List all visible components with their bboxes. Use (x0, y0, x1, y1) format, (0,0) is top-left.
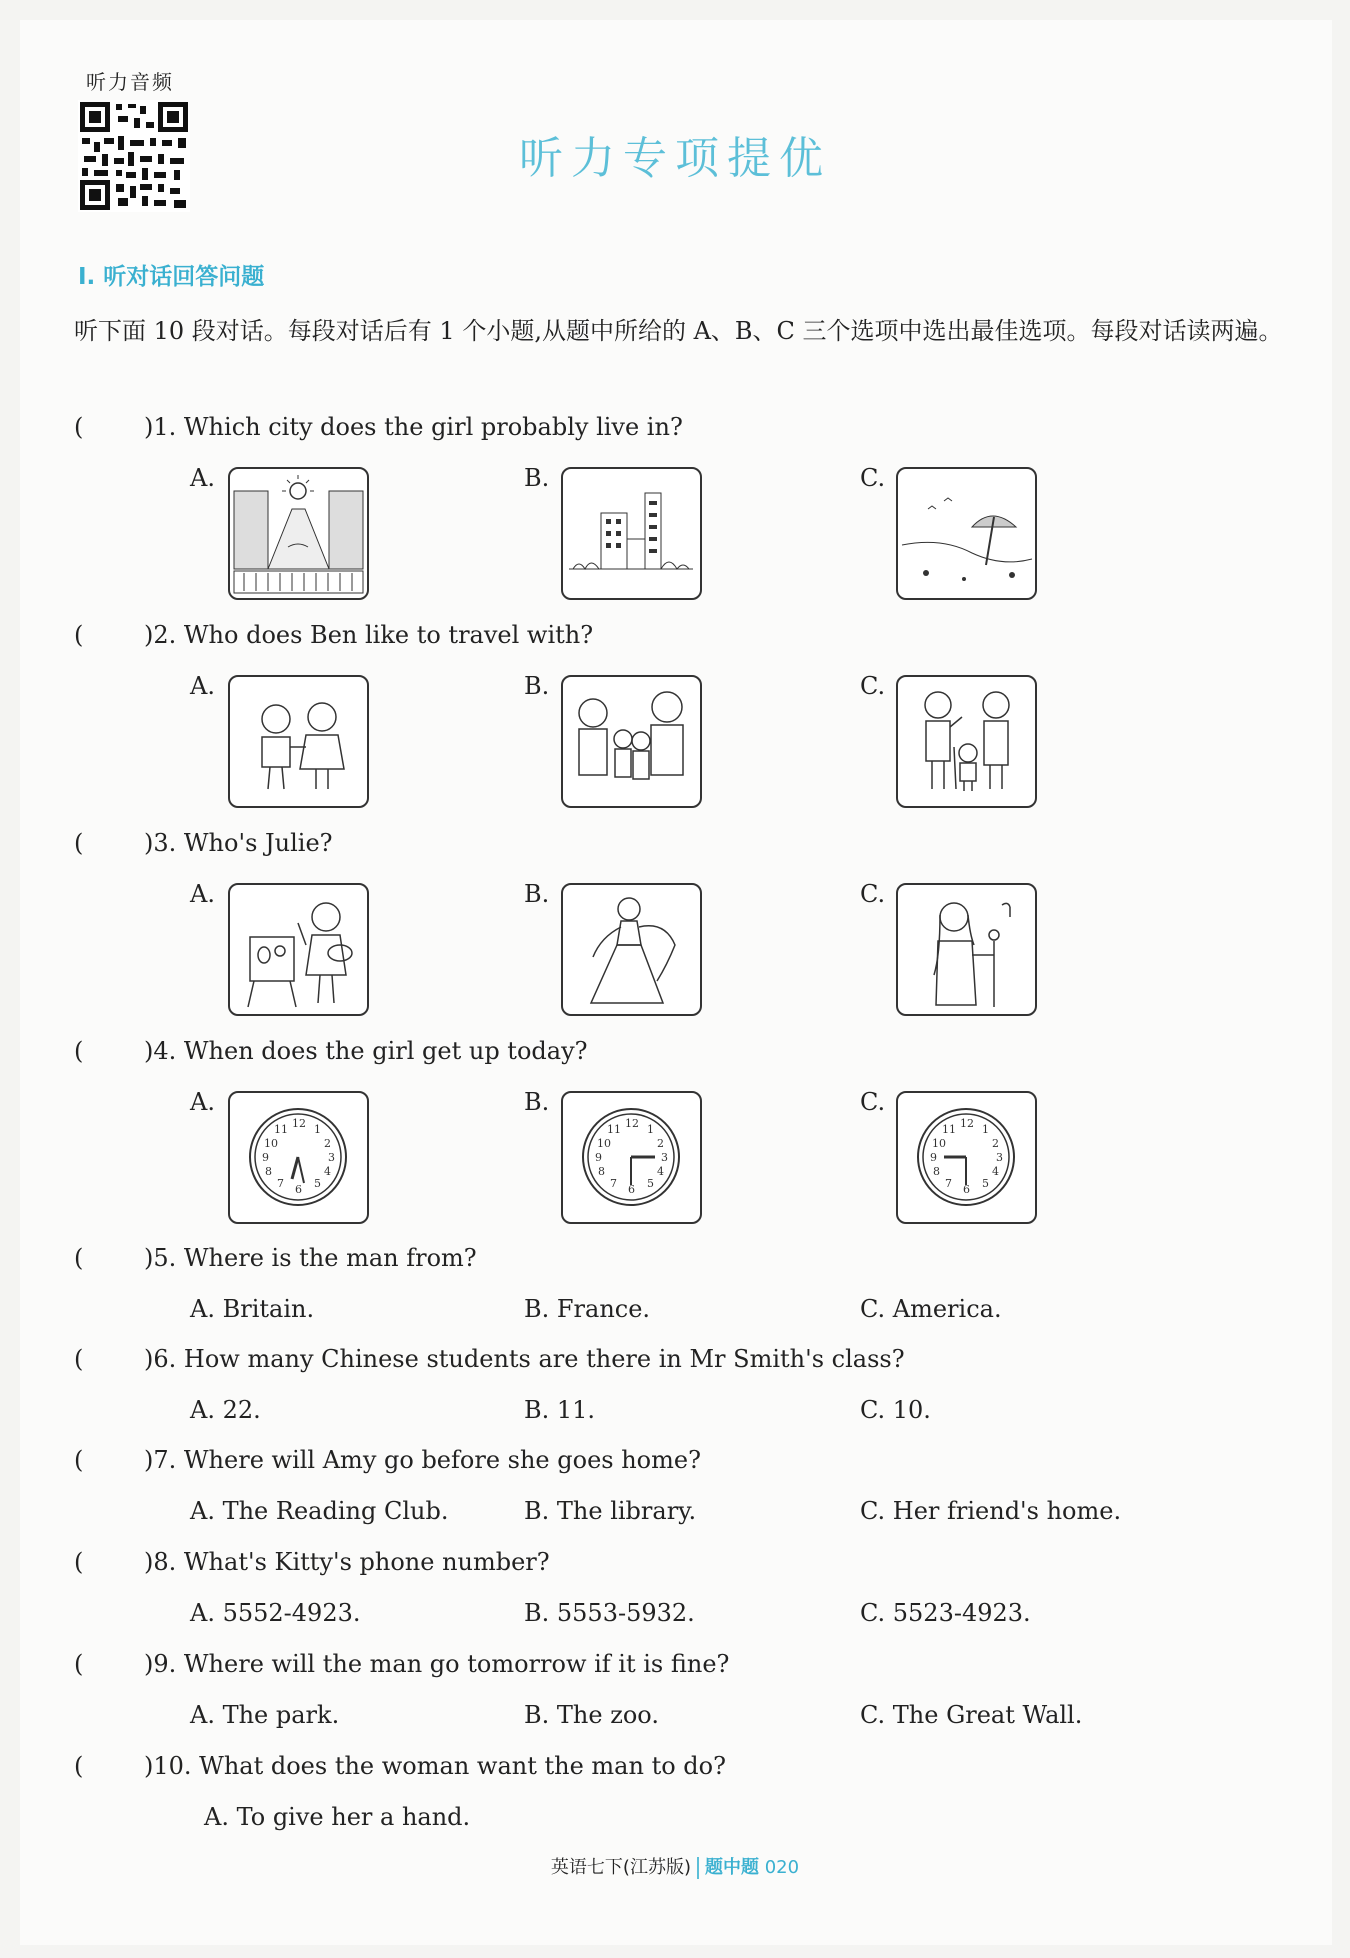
option-c[interactable]: C. America. (860, 1295, 1002, 1323)
question-4 (74, 1037, 588, 1065)
option-c[interactable]: C. The Great Wall. (860, 1701, 1083, 1729)
answer-blank[interactable]: ( (74, 1244, 84, 1272)
instructions: 听下面 10 段对话。每段对话后有 1 个小题,从题中所给的 A、B、C 三个选项中选出最佳选项。每段对话读两遍。 (74, 317, 1283, 345)
svg-text:2: 2 (657, 1137, 664, 1150)
painter-girl-picture[interactable] (228, 883, 369, 1016)
question-text: )6. How many Chinese students are there in Mr Smith's class? (144, 1345, 905, 1373)
svg-text:2: 2 (324, 1137, 331, 1150)
svg-text:11: 11 (607, 1123, 621, 1136)
option-c[interactable]: C. Her friend's home. (860, 1497, 1122, 1525)
answer-blank[interactable]: ( (74, 829, 84, 857)
svg-text:12: 12 (292, 1117, 306, 1130)
brand-label: 题中题 (704, 1857, 759, 1878)
clock-a-picture[interactable] (228, 1091, 369, 1224)
option-a[interactable]: A. (190, 1088, 215, 1116)
question-text: )1. Which city does the girl probably live in? (144, 413, 683, 441)
question-text: )4. When does the girl get up today? (144, 1037, 588, 1065)
answer-blank[interactable]: ( (74, 413, 84, 441)
answer-blank[interactable]: ( (74, 1446, 84, 1474)
svg-text:10: 10 (264, 1137, 278, 1150)
svg-text:3: 3 (996, 1151, 1003, 1164)
beach-umbrella-picture[interactable] (896, 467, 1037, 600)
dancer-girl-picture[interactable] (561, 883, 702, 1016)
svg-text:4: 4 (657, 1165, 664, 1178)
option-c[interactable]: C. (860, 880, 886, 908)
question-text: )2. Who does Ben like to travel with? (144, 621, 594, 649)
canal-city-picture[interactable] (228, 467, 369, 600)
option-a[interactable]: A. (190, 880, 215, 908)
question-text: )9. Where will the man go tomorrow if it is fine? (144, 1650, 730, 1678)
svg-text:3: 3 (661, 1151, 668, 1164)
svg-text:7: 7 (610, 1177, 617, 1190)
option-c[interactable]: C. (860, 672, 886, 700)
svg-text:6: 6 (963, 1183, 970, 1196)
svg-text:6: 6 (295, 1183, 302, 1196)
option-a[interactable]: A. 5552-4923. (190, 1599, 361, 1627)
book-title: 英语七下(江苏版) (550, 1857, 691, 1878)
family-parents-picture[interactable] (561, 675, 702, 808)
option-c[interactable]: C. 5523-4923. (860, 1599, 1031, 1627)
svg-text:10: 10 (597, 1137, 611, 1150)
question-9 (74, 1650, 729, 1678)
question-10 (74, 1752, 726, 1780)
page-number: 020 (764, 1857, 800, 1878)
svg-text:8: 8 (598, 1165, 605, 1178)
svg-text:9: 9 (930, 1151, 937, 1164)
option-a[interactable]: A. 22. (190, 1396, 261, 1424)
answer-blank[interactable]: ( (74, 1548, 84, 1576)
clock-c-picture[interactable] (896, 1091, 1037, 1224)
question-1 (74, 413, 683, 441)
svg-text:5: 5 (982, 1177, 989, 1190)
question-text: )5. Where is the man from? (144, 1244, 477, 1272)
svg-text:6: 6 (628, 1183, 635, 1196)
svg-text:10: 10 (932, 1137, 946, 1150)
question-text: )10. What does the woman want the man to do? (144, 1752, 726, 1780)
option-a[interactable]: A. The park. (190, 1701, 340, 1729)
svg-text:1: 1 (314, 1123, 321, 1136)
option-b[interactable]: B. (524, 672, 550, 700)
option-c[interactable]: C. (860, 464, 886, 492)
option-b[interactable]: B. (524, 880, 550, 908)
option-c[interactable]: C. (860, 1088, 886, 1116)
answer-blank[interactable]: ( (74, 1037, 84, 1065)
svg-text:5: 5 (647, 1177, 654, 1190)
grandparents-child-picture[interactable] (896, 675, 1037, 808)
svg-text:9: 9 (262, 1151, 269, 1164)
question-text: )8. What's Kitty's phone number? (144, 1548, 550, 1576)
svg-text:11: 11 (942, 1123, 956, 1136)
question-3 (74, 829, 333, 857)
section-heading: Ⅰ. 听对话回答问题 (78, 264, 265, 290)
tall-buildings-picture[interactable] (561, 467, 702, 600)
option-b[interactable]: B. The library. (524, 1497, 697, 1525)
svg-text:5: 5 (314, 1177, 321, 1190)
option-b[interactable]: B. 5553-5932. (524, 1599, 695, 1627)
svg-text:2: 2 (992, 1137, 999, 1150)
svg-text:1: 1 (647, 1123, 654, 1136)
svg-text:7: 7 (277, 1177, 284, 1190)
svg-text:1: 1 (982, 1123, 989, 1136)
answer-blank[interactable]: ( (74, 1752, 84, 1780)
answer-blank[interactable]: ( (74, 1650, 84, 1678)
question-6 (74, 1345, 905, 1373)
svg-text:3: 3 (328, 1151, 335, 1164)
question-text: )3. Who's Julie? (144, 829, 333, 857)
option-a[interactable]: A. (190, 672, 215, 700)
question-2 (74, 621, 593, 649)
option-a[interactable]: A. Britain. (190, 1295, 315, 1323)
svg-text:12: 12 (960, 1117, 974, 1130)
question-7 (74, 1446, 701, 1474)
question-8 (74, 1548, 550, 1576)
footer-divider (697, 1857, 699, 1879)
svg-text:7: 7 (945, 1177, 952, 1190)
option-a[interactable]: A. The Reading Club. (190, 1497, 449, 1525)
svg-text:4: 4 (324, 1165, 331, 1178)
answer-blank[interactable]: ( (74, 621, 84, 649)
question-5 (74, 1244, 477, 1272)
question-text: )7. Where will Amy go before she goes home? (144, 1446, 701, 1474)
singer-girl-picture[interactable] (896, 883, 1037, 1016)
option-b[interactable]: B. 11. (524, 1396, 596, 1424)
option-b[interactable]: B. France. (524, 1295, 651, 1323)
svg-text:11: 11 (274, 1123, 288, 1136)
option-b[interactable]: B. (524, 1088, 550, 1116)
option-a[interactable]: A. To give her a hand. (204, 1803, 471, 1831)
qr-block (72, 66, 190, 95)
two-children-picture[interactable] (228, 675, 369, 808)
page-footer (0, 1853, 1350, 1879)
option-c[interactable]: C. 10. (860, 1396, 931, 1424)
option-a[interactable]: A. (190, 464, 215, 492)
qr-label: 听力音频 (86, 70, 174, 94)
svg-text:12: 12 (625, 1117, 639, 1130)
option-b[interactable]: B. The zoo. (524, 1701, 659, 1729)
svg-text:8: 8 (265, 1165, 272, 1178)
svg-text:9: 9 (595, 1151, 602, 1164)
clock-b-picture[interactable] (561, 1091, 702, 1224)
svg-text:8: 8 (933, 1165, 940, 1178)
option-b[interactable]: B. (524, 464, 550, 492)
page-title: 听力专项提优 (519, 133, 831, 184)
answer-blank[interactable]: ( (74, 1345, 84, 1373)
svg-text:4: 4 (992, 1165, 999, 1178)
